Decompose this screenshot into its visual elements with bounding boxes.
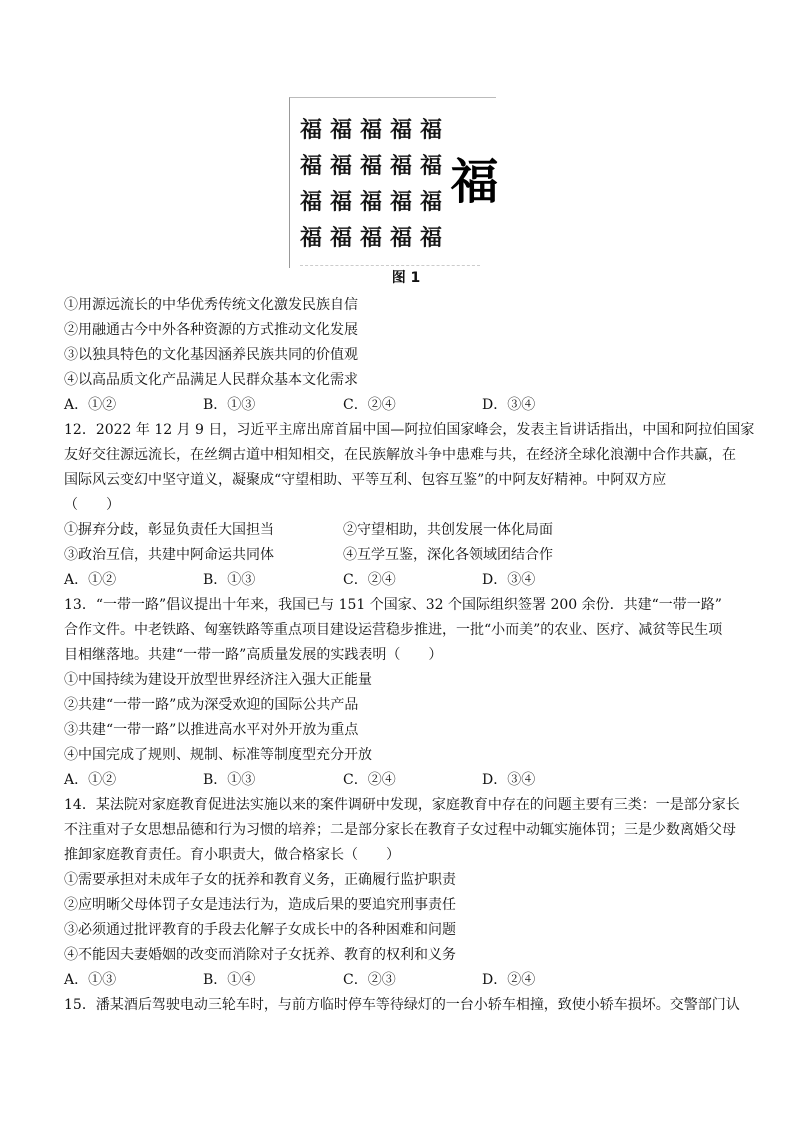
fu-character: 福 <box>299 152 322 179</box>
q12-stem-line-1: 12．2022 年 12 月 9 日，习近平主席出席首届中国—阿拉伯国家峰会，发表主旨讲话指出，中国和阿拉伯国家 <box>64 422 755 438</box>
q12-choice-d: D．③④ <box>482 572 536 588</box>
q11-option-3: ③以独具特色的文化基因涵养民族共同的价值观 <box>64 347 358 363</box>
fu-character: 福 <box>389 116 412 143</box>
q12-option-3: ③政治互信，共建中阿命运共同体 <box>64 547 274 563</box>
q13-choice-b: B．①③ <box>203 772 256 788</box>
q11-option-4: ④以高品质文化产品满足人民群众基本文化需求 <box>64 372 358 388</box>
fu-character: 福 <box>359 224 382 251</box>
q12-choices <box>64 568 744 593</box>
figure-caption: 图 1 <box>391 270 421 286</box>
fu-character: 福 <box>419 116 442 143</box>
q13-choice-c: C．②④ <box>343 772 396 788</box>
q14-option-4: ④不能因夫妻婚姻的改变而消除对子女抚养、教育的权利和义务 <box>64 947 456 963</box>
fu-character: 福 <box>389 224 412 251</box>
q11-choice-c: C．②④ <box>343 397 396 413</box>
q11-choice-a: A．①② <box>64 397 117 413</box>
scan-edge <box>300 260 480 266</box>
q14-choice-c: C．②③ <box>343 972 396 988</box>
fu-character: 福 <box>389 188 412 215</box>
fu-character: 福 <box>299 116 322 143</box>
q11-option-1: ①用源远流长的中华优秀传统文化激发民族自信 <box>64 297 358 313</box>
q14-option-2: ②应明晰父母体罚子女是违法行为，造成后果的要追究刑事责任 <box>64 897 456 913</box>
q11-choice-d: D．③④ <box>482 397 536 413</box>
q14-choices <box>64 968 744 993</box>
fu-character: 福 <box>419 224 442 251</box>
fu-character: 福 <box>389 152 412 179</box>
fu-character: 福 <box>359 188 382 215</box>
q11-option-2: ②用融通古今中外各种资源的方式推动文化发展 <box>64 322 358 338</box>
q14-choice-a: A．①③ <box>64 972 117 988</box>
q12-stem-line-4: （ ） <box>64 497 120 513</box>
q13-stem-line-2: 合作文件。中老铁路、匈塞铁路等重点项目建设运营稳步推进，一批“小而美”的农业、医疗、减贫等民生项 <box>64 622 723 638</box>
fu-character: 福 <box>329 188 352 215</box>
q14-stem-line-3: 推卸家庭教育责任。育小职责大，做合格家长（ ） <box>64 847 400 863</box>
question-content <box>64 293 755 1018</box>
q13-choice-a: A．①② <box>64 772 117 788</box>
fu-character: 福 <box>329 224 352 251</box>
fu-character: 福 <box>329 116 352 143</box>
q13-option-3: ③共建“一带一路”以推进高水平对外开放为重点 <box>64 722 359 738</box>
q12-choice-a: A．①② <box>64 572 117 588</box>
q12-stem-line-2: 友好交往源远流长，在丝绸古道中相知相交，在民族解放斗争中患难与共，在经济全球化浪潮中合作共赢，在 <box>64 447 736 463</box>
q14-option-3: ③必须通过批评教育的手段去化解子女成长中的各种困难和问题 <box>64 922 456 938</box>
q12-stem-line-3: 国际风云变幻中坚守道义，凝聚成“守望相助、平等互利、包容互鉴”的中阿友好精神。中阿双方应 <box>64 472 667 488</box>
q11-choices <box>64 393 744 418</box>
q13-choices <box>64 768 744 793</box>
q13-option-4: ④中国完成了规则、规制、标准等制度型充分开放 <box>64 747 372 763</box>
fu-character: 福 <box>299 188 322 215</box>
q13-option-1: ①中国持续为建设开放型世界经济注入强大正能量 <box>64 672 372 688</box>
q12-options-row-1 <box>64 518 744 543</box>
fu-character-grid <box>296 110 446 254</box>
q14-stem-line-1: 14．某法院对家庭教育促进法实施以来的案件调研中发现，家庭教育中存在的问题主要有三类：一是部分家长 <box>64 797 740 813</box>
calligraphy-figure <box>289 97 496 268</box>
fu-character: 福 <box>419 188 442 215</box>
q15-stem-line-1: 15．潘某酒后驾驶电动三轮车时，与前方临时停车等待绿灯的一台小轿车相撞，致使小轿车损坏。交警部门认 <box>64 997 740 1013</box>
q12-option-2: ②守望相助，共创发展一体化局面 <box>343 522 553 538</box>
q12-option-4: ④互学互鉴，深化各领域团结合作 <box>343 547 553 563</box>
q13-choice-d: D．③④ <box>482 772 536 788</box>
fu-character: 福 <box>329 152 352 179</box>
q12-option-1: ①摒弃分歧，彰显负责任大国担当 <box>64 522 274 538</box>
fu-large-character: 福 <box>442 156 498 204</box>
fu-character: 福 <box>359 152 382 179</box>
fu-character: 福 <box>419 152 442 179</box>
q14-option-1: ①需要承担对未成年子女的抚养和教育义务，正确履行监护职责 <box>64 872 456 888</box>
fu-character: 福 <box>299 224 322 251</box>
q14-choice-b: B．①④ <box>203 972 256 988</box>
q13-stem-line-1: 13．“一带一路”倡议提出十年来，我国已与 151 个国家、32 个国际组织签署 200 余份．共建“一带一路” <box>64 597 722 613</box>
q12-choice-c: C．②④ <box>343 572 396 588</box>
fu-character: 福 <box>359 116 382 143</box>
q13-stem-line-3: 目相继落地。共建“一带一路”高质量发展的实践表明（ ） <box>64 647 443 663</box>
q12-options-row-2 <box>64 543 744 568</box>
q14-stem-line-2: 不注重对子女思想品德和行为习惯的培养；二是部分家长在教育子女过程中动辄实施体罚；三是少数离婚父母 <box>64 822 736 838</box>
q14-choice-d: D．②④ <box>482 972 536 988</box>
q12-choice-b: B．①③ <box>203 572 256 588</box>
q13-option-2: ②共建“一带一路”成为深受欢迎的国际公共产品 <box>64 697 359 713</box>
q11-choice-b: B．①③ <box>203 397 256 413</box>
